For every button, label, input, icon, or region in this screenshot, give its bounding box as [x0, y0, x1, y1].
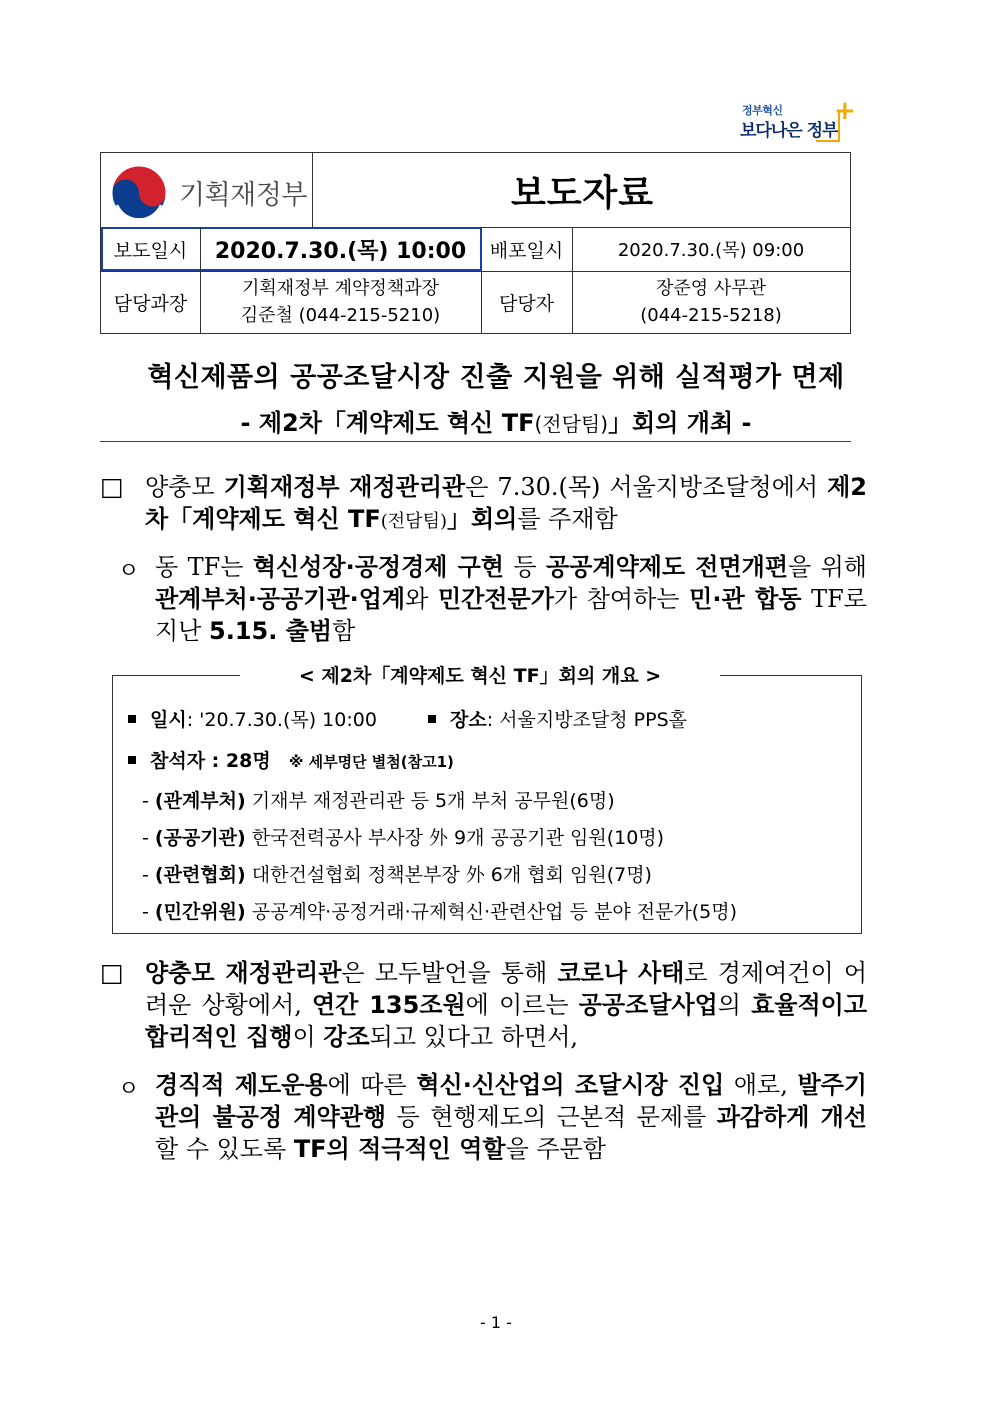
overview-attendees: 참석자 : 28명 ※ 세부명단 별첨(참고1) — [128, 746, 454, 773]
subheadline — [0, 403, 992, 438]
circle-bullet-icon: ㅇ — [118, 559, 140, 584]
overview-date: 일시: '20.7.30.(목) 10:00 — [128, 705, 377, 732]
contact-info — [572, 271, 850, 333]
attendee-row: - (관계부처) 기재부 재정관리관 등 5개 부처 공무원(6명) — [142, 790, 615, 812]
paragraph-1: 양충모 기획재정부 재정관리관은 7.30.(목) 서울지방조달청에서 제2차「계약제도 혁신 TF(전담팀)」회의를 주재함 — [145, 473, 868, 533]
dept-label: 담당과장 — [113, 292, 188, 315]
taegeuk-emblem-icon — [111, 165, 167, 221]
page-number: - 1 - — [480, 1313, 512, 1332]
overview-place: 장소: 서울지방조달청 PPS홀 — [428, 705, 687, 732]
paragraph-3: 양충모 재정관리관은 모두발언을 통해 코로나 사태로 경제여건이 어려운 상황에서, 연간 135조원에 이르는 공공조달사업의 효율적이고 합리적인 집행이 강조되고 있다고 하면서, — [145, 959, 868, 1051]
contact-line-2: (044-215-5218) — [640, 305, 782, 326]
paragraph-2: 동 TF는 혁신성장·공정경제 구현 등 공공계약제도 전면개편을 위해 관계부처·공공기관·업계와 민간전문가가 참여하는 민·관 합동 TF로 지난 5.15. 출범함 — [155, 553, 867, 645]
ministry-name: 기획재정부 — [179, 180, 307, 211]
release-label: 보도일시 — [113, 239, 188, 262]
circle-bullet-icon: ㅇ — [118, 1077, 140, 1102]
dept-line-1: 기획재정부 계약정책과장 — [242, 278, 439, 299]
distribute-value: 2020.7.30.(목) 09:00 — [617, 240, 805, 261]
attendee-row: - (공공기관) 한국전력공사 부사장 外 9개 공공기관 임원(10명) — [142, 827, 665, 849]
subheadline-part-a: - 제2차「계약제도 혁신 TF — [240, 409, 535, 437]
contact-label: 담당자 — [498, 292, 555, 315]
square-bullet-icon — [128, 756, 136, 764]
logo-plus-icon: + — [834, 96, 856, 126]
square-bullet-icon — [428, 715, 436, 723]
subheadline-part-b: (전담팀) — [534, 412, 609, 436]
checkbox-bullet-icon: □ — [100, 958, 124, 987]
contact-line-1: 장준영 사무관 — [655, 278, 767, 299]
release-value: 2020.7.30.(목) 10:00 — [214, 238, 467, 264]
dept-line-2: 김준철 (044-215-5210) — [240, 305, 441, 326]
logo-big-text: 보다나은 정부 — [740, 121, 838, 141]
press-release-header-table — [100, 152, 851, 334]
attendee-row: - (민간위원) 공공계약·공정거래·규제혁신·관련산업 등 분야 전문가(5명) — [142, 901, 738, 923]
square-bullet-icon — [128, 715, 136, 723]
government-innovation-logo — [736, 96, 856, 150]
dept-info — [200, 271, 481, 333]
logo-small-text: 정부혁신 — [742, 104, 783, 117]
distribute-label: 배포일시 — [489, 239, 564, 262]
checkbox-bullet-icon: □ — [100, 472, 124, 501]
subheadline-part-c: 」회의 개최 - — [608, 409, 752, 437]
paragraph-4: 경직적 제도운용에 따른 혁신·신산업의 조달시장 진입 애로, 발주기관의 불공정 계약관행 등 현행제도의 근본적 문제를 과감하게 개선할 수 있도록 TF의 적극적인 역할을 주문함 — [155, 1071, 867, 1163]
headline: 혁신제품의 공공조달시장 진출 지원을 위해 실적평가 면제 — [147, 362, 845, 393]
document-type-title: 보도자료 — [510, 172, 655, 214]
attendee-row: - (관련협회) 대한건설협회 정책본부장 外 6개 협회 임원(7명) — [142, 864, 652, 886]
headline-divider — [100, 441, 851, 442]
overview-title: < 제2차「계약제도 혁신 TF」회의 개요 > — [240, 661, 720, 687]
